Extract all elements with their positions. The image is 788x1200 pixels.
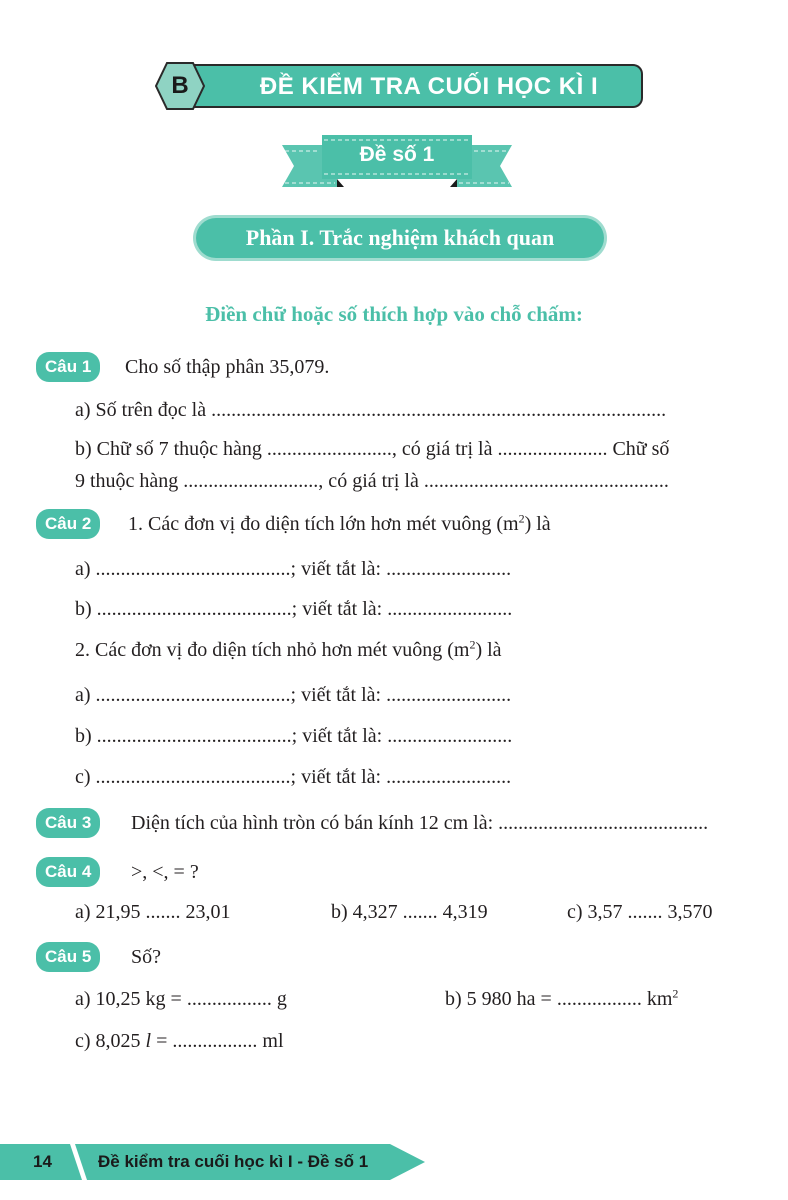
question-1-b-line1: b) Chữ số 7 thuộc hàng ........................., có giá trị là ...................... Chữ số — [75, 438, 670, 460]
instruction: Điền chữ hoặc số thích hợp vào chỗ chấm: — [205, 302, 583, 326]
question-badge-5: Câu 5 — [36, 942, 100, 972]
question-5-c-pre: c) 8,025 — [75, 1030, 146, 1052]
question-1-prompt: Cho số thập phân 35,079. — [125, 356, 330, 378]
question-4-b: b) 4,327 ....... 4,319 — [331, 901, 488, 923]
page-footer — [0, 1142, 430, 1182]
question-2-part2-end: ) là — [475, 639, 502, 661]
question-5-c — [75, 1029, 284, 1053]
question-badge-4: Câu 4 — [36, 857, 100, 887]
question-5-b — [445, 987, 678, 1011]
section-title: ĐỀ KIỂM TRA CUỐI HỌC KÌ I — [259, 73, 599, 100]
question-5-prompt: Số? — [131, 946, 161, 968]
question-2-part2-c: c) .......................................; viết tắt là: ......................... — [75, 766, 512, 788]
section-header-band — [155, 62, 643, 110]
question-badge-2: Câu 2 — [36, 509, 100, 539]
question-4-prompt: >, <, = ? — [131, 861, 199, 883]
question-2-part2-prompt — [75, 638, 502, 662]
question-4-a: a) 21,95 ....... 23,01 — [75, 901, 231, 923]
question-2-part1-a: a) .......................................; viết tắt là: ......................... — [75, 558, 512, 580]
question-5-b-text: b) 5 980 ha = ................. km — [445, 988, 673, 1010]
question-badge-3: Câu 3 — [36, 808, 100, 838]
question-2-part1-end: ) là — [524, 513, 551, 535]
superscript: 2 — [518, 511, 525, 526]
question-2-part2-a: a) .......................................; viết tắt là: ......................... — [75, 684, 512, 706]
question-2-part1-b: b) .......................................; viết tắt là: ......................... — [75, 598, 513, 620]
question-1-a: a) Số trên đọc là ........................................................................................... — [75, 399, 667, 421]
page-number: 14 — [33, 1152, 52, 1171]
superscript: 2 — [672, 986, 679, 1001]
question-2-part2-text: 2. Các đơn vị đo diện tích nhỏ hơn mét vuông (m — [75, 639, 470, 661]
footer-title: Đề kiểm tra cuối học kì I - Đề số 1 — [98, 1152, 369, 1171]
exam-number-ribbon — [282, 133, 512, 195]
question-5-c-unit: l — [145, 1030, 152, 1052]
part-title: Phần I. Trắc nghiệm khách quan — [245, 225, 555, 250]
section-letter: B — [171, 72, 189, 99]
question-5-c-post: = ................. ml — [151, 1030, 284, 1052]
superscript: 2 — [469, 637, 476, 652]
question-badge-1: Câu 1 — [36, 352, 100, 382]
question-2-part1-prompt — [128, 512, 551, 536]
question-2-part1-text: 1. Các đơn vị đo diện tích lớn hơn mét vuông (m — [128, 513, 519, 535]
exam-number-title: Đề số 1 — [359, 143, 435, 166]
question-2-part2-b: b) .......................................; viết tắt là: ......................... — [75, 725, 513, 747]
question-5-a: a) 10,25 kg = ................. g — [75, 988, 287, 1010]
question-4-c: c) 3,57 ....... 3,570 — [567, 901, 713, 923]
part-header — [196, 218, 604, 258]
question-3-prompt: Diện tích của hình tròn có bán kính 12 cm là: .......................................... — [131, 812, 709, 834]
question-1-b-line2: 9 thuộc hàng ..........................., có giá trị là ................................................. — [75, 470, 669, 492]
